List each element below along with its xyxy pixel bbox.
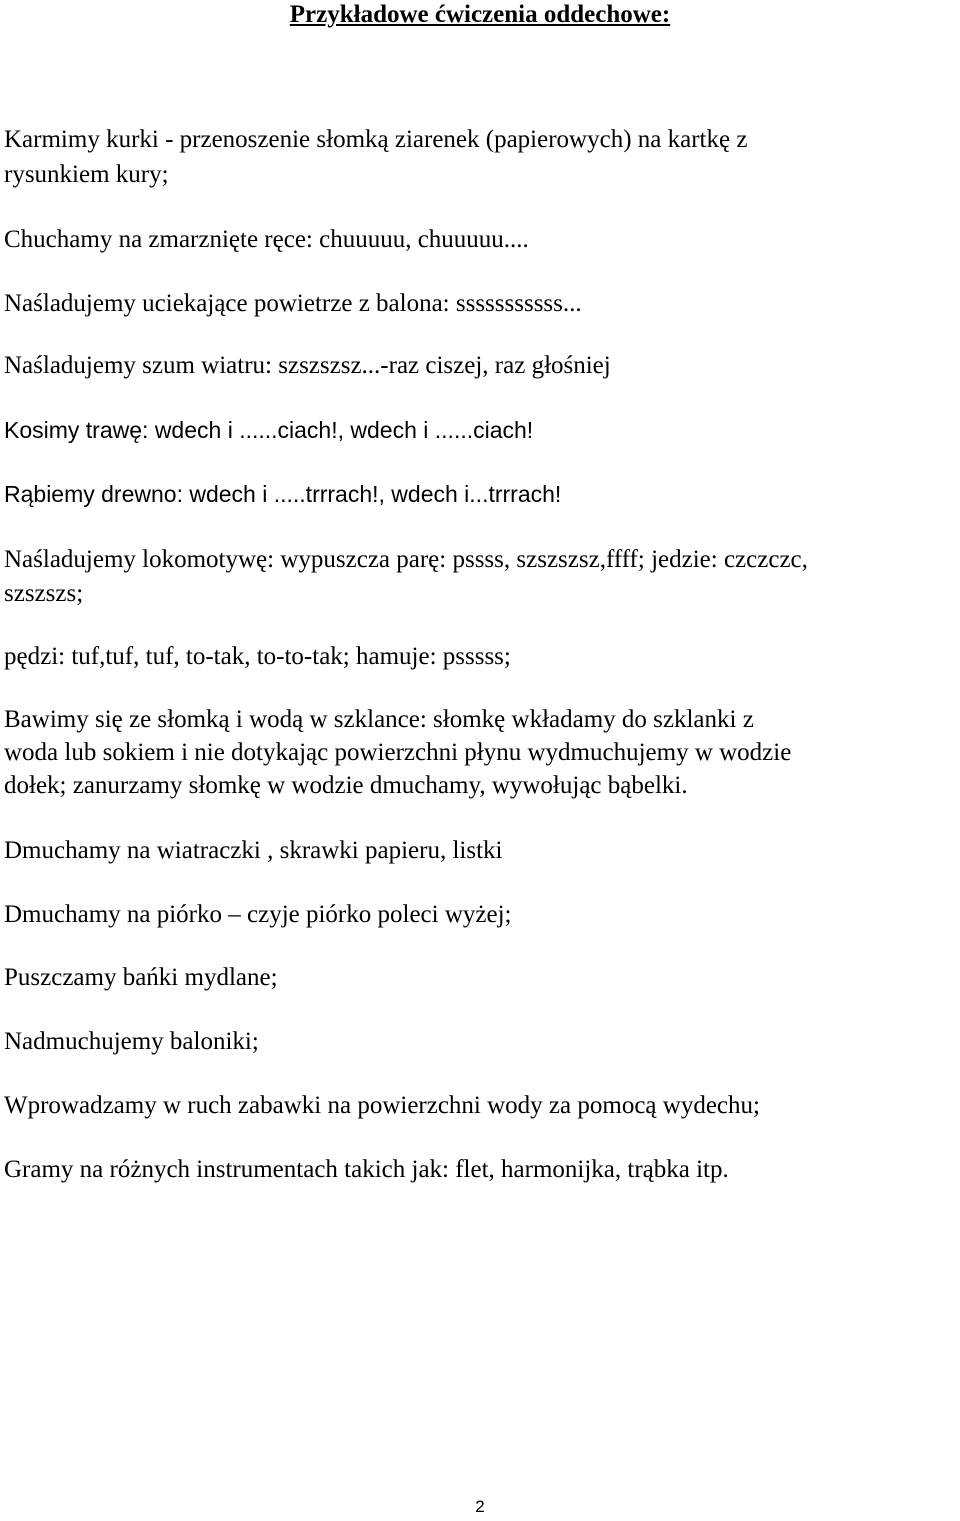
text-line-straw-water-3: dołek; zanurzamy słomkę w wodzie dmuchamy, wywołując bąbelki. — [4, 772, 688, 799]
text-line-straw-water-1: Bawimy się ze słomką i wodą w szklance: słomkę wkładamy do szklanki z — [4, 706, 754, 733]
text-line-water-toys: Wprowadzamy w ruch zabawki na powierzchni wody za pomocą wydechu; — [4, 1092, 760, 1119]
page-number: 2 — [475, 1497, 485, 1516]
text-line-warm-hands: Chuchamy na zmarznięte ręce: chuuuuu, chuuuuu.... — [4, 226, 529, 253]
page-title: Przykładowe ćwiczenia oddechowe: — [289, 1, 671, 28]
text-line-chop-wood: Rąbiemy drewno: wdech i .....trrrach!, wdech i...trrrach! — [4, 481, 562, 507]
text-line-feather: Dmuchamy na piórko – czyje piórko poleci wyżej; — [4, 901, 512, 928]
text-line-pinwheels: Dmuchamy na wiatraczki , skrawki papieru, listki — [4, 837, 503, 864]
text-line-balloon-air: Naśladujemy uciekające powietrze z balona: sssssssssss... — [4, 290, 582, 317]
text-line-feed-chickens-1: Karmimy kurki - przenoszenie słomką ziarenek (papierowych) na kartkę z — [4, 126, 748, 153]
text-line-soap-bubbles: Puszczamy bańki mydlane; — [4, 964, 278, 991]
text-line-straw-water-2: woda lub sokiem i nie dotykając powierzchni płynu wydmuchujemy w wodzie — [4, 739, 792, 766]
text-line-locomotive-2: szszszs; — [4, 580, 84, 607]
text-line-locomotive-3: pędzi: tuf,tuf, tuf, to-tak, to-to-tak; hamuje: psssss; — [4, 643, 511, 670]
text-line-balloons: Nadmuchujemy baloniki; — [4, 1028, 259, 1055]
text-line-wind-noise: Naśladujemy szum wiatru: szszszsz...-raz ciszej, raz głośniej — [4, 352, 611, 379]
text-line-feed-chickens-2: rysunkiem kury; — [4, 161, 169, 188]
text-line-instruments: Gramy na różnych instrumentach takich jak: flet, harmonijka, trąbka itp. — [4, 1156, 729, 1183]
text-line-mow-grass: Kosimy trawę: wdech i ......ciach!, wdech i ......ciach! — [4, 417, 534, 443]
text-line-locomotive-1: Naśladujemy lokomotywę: wypuszcza parę: pssss, szszszsz,ffff; jedzie: czczczc, — [4, 546, 808, 573]
